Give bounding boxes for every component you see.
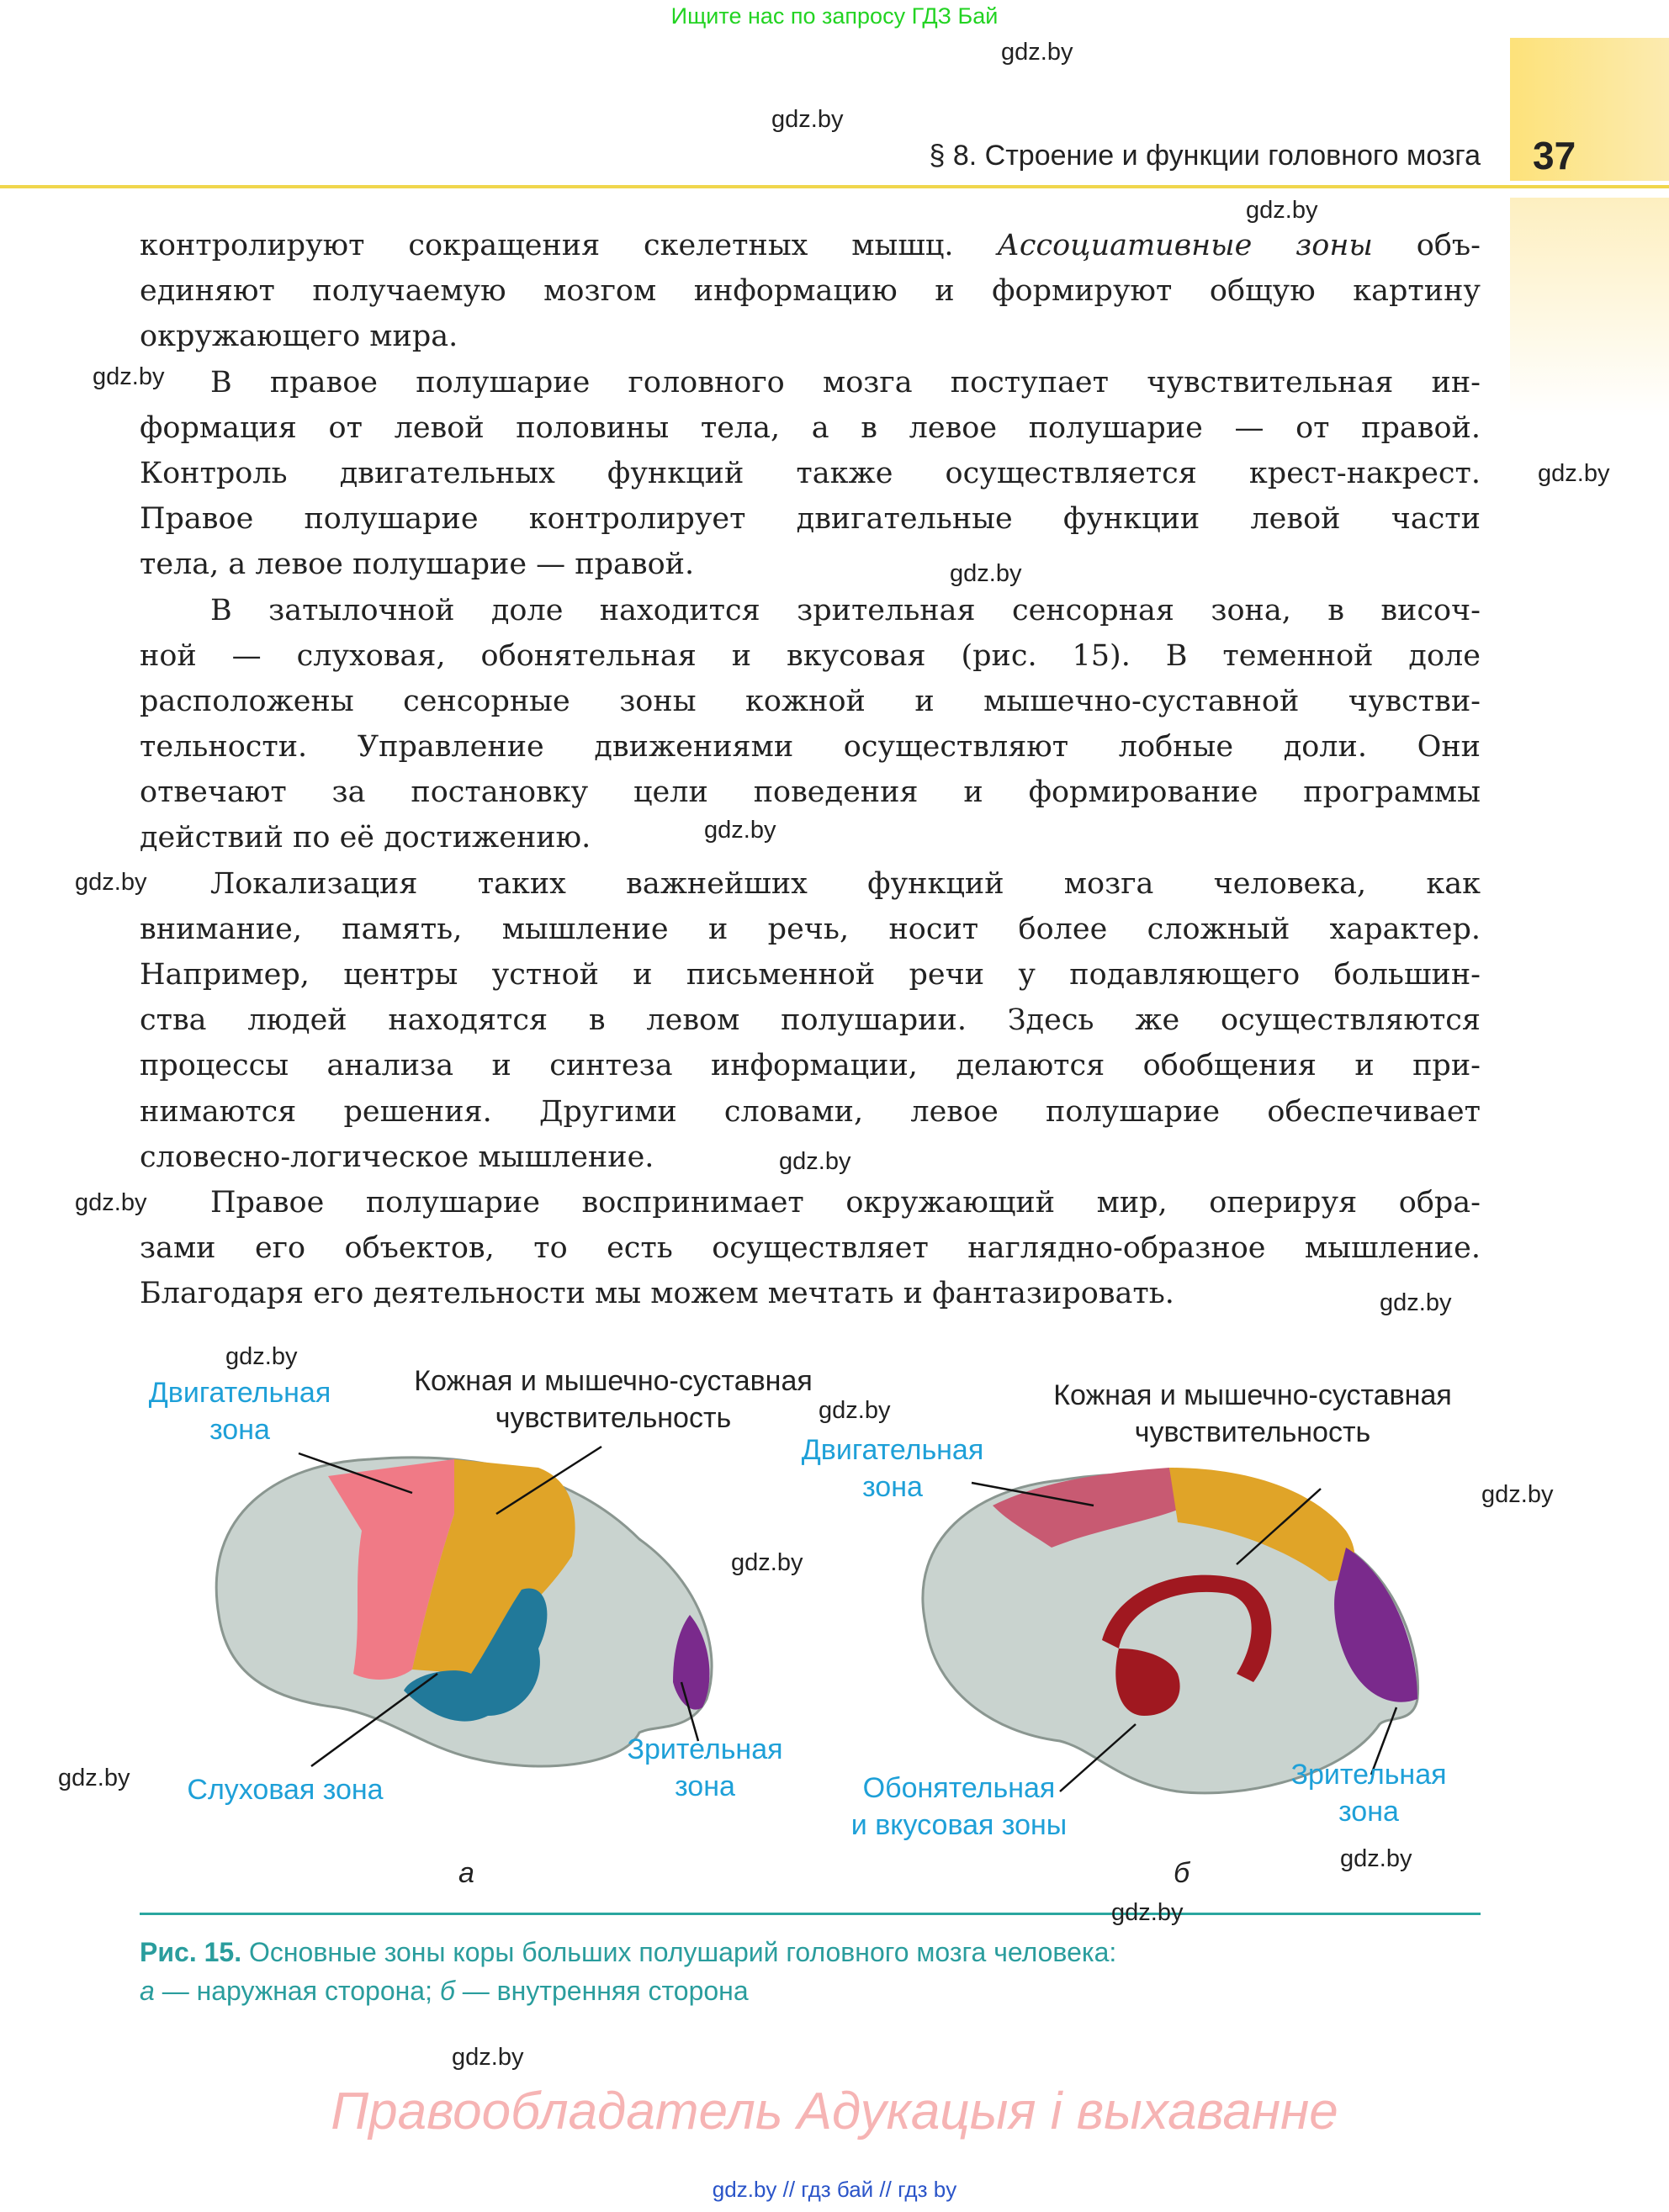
text-line: Правое полушарие контролирует двигательные функции левой части [140, 502, 1481, 537]
watermark: gdz.by [779, 1148, 851, 1175]
text-line: внимание, память, мышление и речь, носит более сложный характер. [140, 912, 1481, 946]
text-line: отвечают за постановку цели поведения и формирование программы [140, 775, 1481, 810]
label-line: зона [862, 1471, 923, 1503]
text-line: Благодаря его деятельности мы можем мечтать и фантазировать. [140, 1277, 1174, 1311]
copyright-notice: Правообладатель Адукацыя і выхаванне [331, 2082, 1338, 2141]
search-hint: Ищите нас по запросу ГДЗ Бай [670, 3, 999, 29]
text-line: ства людей находятся в левом полушарии. Здесь же осуществляются [140, 1003, 1481, 1038]
label-line: зона [209, 1414, 270, 1446]
text-span: объ- [1372, 229, 1481, 262]
label-line: Двигательная [148, 1377, 331, 1409]
label-line: и вкусовая зоны [850, 1809, 1068, 1841]
watermark: gdz.by [819, 1397, 891, 1424]
caption-b: б [439, 1976, 455, 2006]
section-title: § 8. Строение и функции головного мозга [929, 140, 1481, 172]
label-line: Зрительная [627, 1733, 783, 1765]
page-number: 37 [1533, 134, 1576, 177]
text-line: тела, а левое полушарие — правой. [140, 548, 695, 582]
watermark: gdz.by [1111, 1899, 1184, 1926]
watermark: gdz.by [93, 363, 165, 390]
text-line: нимаются решения. Другими словами, левое полушарие обеспечивает [140, 1094, 1481, 1129]
text-line: словесно-логическое мышление. [140, 1140, 654, 1174]
text-line: Контроль двигательных функций также осуществляется крест-накрест. [140, 456, 1481, 490]
label-line: зона [675, 1770, 735, 1802]
text-span: контролируют сокращения скелетных мышц. [140, 229, 998, 262]
text-line: тельности. Управление движениями осуществляют лобные доли. Они [140, 730, 1481, 765]
watermark: gdz.by [1001, 39, 1073, 66]
text-line: Например, центры устной и письменной речи у подавляющего большин- [140, 958, 1481, 992]
watermark: gdz.by [704, 817, 776, 844]
brain-outer-side [216, 1458, 712, 1766]
label-olfactory-zone-b [851, 1770, 1067, 1844]
watermark: gdz.by [58, 1765, 130, 1791]
subfigure-label-b: б [1174, 1857, 1190, 1889]
label-auditory-zone-a: Слуховая зона [187, 1774, 384, 1806]
watermark: gdz.by [771, 106, 844, 133]
text-line: формация от левой половины тела, а в левое полушарие — от правой. [140, 410, 1481, 445]
text-line: действий по её достижению. [140, 821, 591, 855]
watermark: gdz.by [1481, 1481, 1554, 1508]
label-line: Обонятельная [862, 1772, 1056, 1804]
watermark: gdz.by [225, 1343, 298, 1370]
watermark: gdz.by [75, 1189, 147, 1216]
caption-text: — внутренняя сторона [454, 1976, 749, 2006]
label-line: Кожная и мышечно-суставная [1053, 1379, 1452, 1411]
brain-inner-side [923, 1468, 1418, 1793]
label-line: зона [1338, 1796, 1399, 1828]
label-line: Кожная и мышечно-суставная [414, 1365, 813, 1397]
footer-links[interactable]: gdz.by // гдз бай // гдз by [712, 2177, 957, 2202]
label-line: Двигательная [801, 1434, 984, 1466]
text-line: В затылочной доле находится зрительная сенсорная зона, в височ- [210, 593, 1481, 627]
watermark: gdz.by [1340, 1845, 1412, 1872]
label-line: чувствительность [1134, 1416, 1371, 1448]
text-line: единяют получаемую мозгом информацию и формируют общую картину [140, 274, 1481, 309]
text-line: процессы анализа и синтеза информации, делаются обобщения и при- [140, 1049, 1481, 1083]
caption-text: — наружная сторона; [154, 1976, 440, 2006]
label-motor-zone-b [802, 1431, 984, 1506]
label-sensory-zone-b [1053, 1377, 1452, 1451]
watermark: gdz.by [1380, 1289, 1452, 1316]
caption-a: а [140, 1976, 155, 2006]
text-line: окружающего мира. [140, 320, 458, 354]
watermark: gdz.by [75, 869, 147, 896]
figure-caption [140, 1933, 1116, 2010]
watermark: gdz.by [950, 560, 1022, 587]
label-visual-zone-b [1290, 1756, 1446, 1830]
text-line: ной — слуховая, обонятельная и вкусовая (рис. 15). В теменной доле [140, 638, 1481, 673]
caption-prefix: Рис. 15. [140, 1937, 242, 1967]
watermark: gdz.by [1538, 460, 1610, 487]
caption-text: Основные зоны коры больших полушарий головного мозга человека: [241, 1937, 1117, 1967]
label-visual-zone-a [627, 1731, 782, 1805]
label-motor-zone-a [149, 1374, 331, 1448]
text-line: В правое полушарие головного мозга поступает чувствительная ин- [210, 365, 1481, 400]
watermark: gdz.by [731, 1549, 803, 1576]
caption-divider [140, 1913, 1481, 1915]
label-line: Зрительная [1290, 1759, 1447, 1791]
text-line: зами его объектов, то есть осуществляет наглядно-образное мышление. [140, 1231, 1481, 1266]
watermark: gdz.by [452, 2044, 524, 2071]
term-associative-zones: Ассоциативные зоны [997, 229, 1373, 262]
label-line: чувствительность [495, 1402, 732, 1434]
subfigure-label-a: а [458, 1857, 474, 1889]
label-sensory-zone-a [414, 1363, 813, 1437]
text-line: Локализация таких важнейших функций мозга человека, как [210, 866, 1481, 901]
watermark: gdz.by [1246, 197, 1318, 224]
text-line: Правое полушарие воспринимает окружающий мир, оперируя обра- [210, 1185, 1481, 1220]
text-line: расположены сенсорные зоны кожной и мышечно-суставной чувстви- [140, 684, 1481, 718]
